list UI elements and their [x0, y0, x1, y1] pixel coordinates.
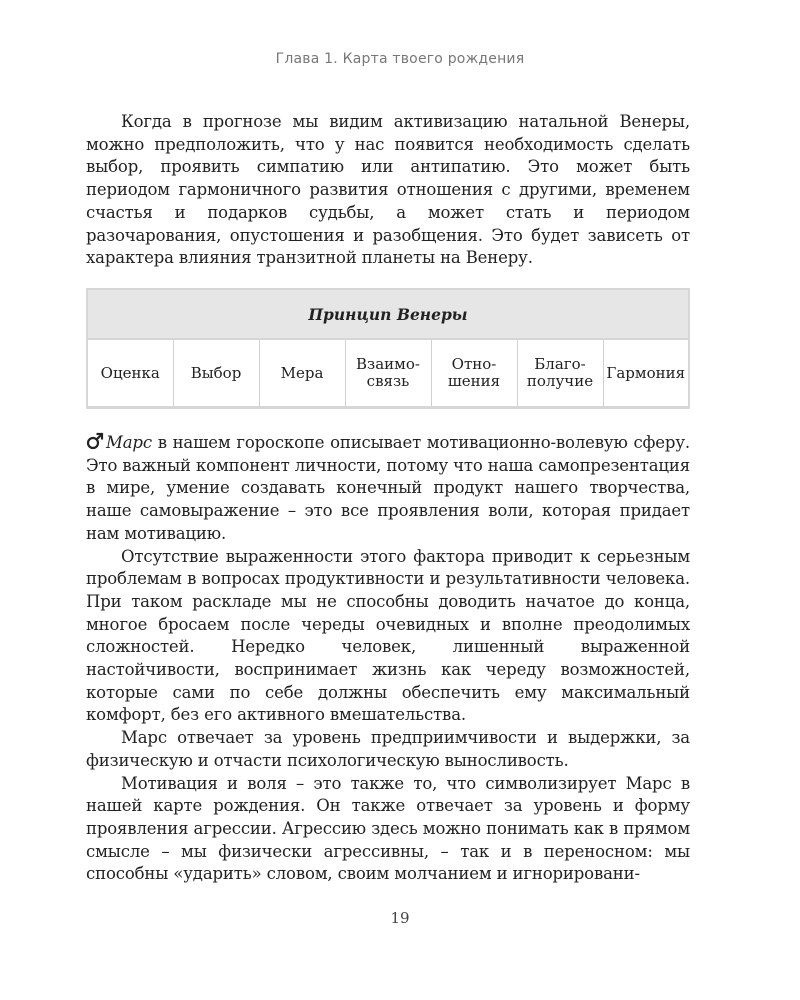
mars-paragraph: Отсутствие выраженности этого фактора приводит к серьезным проблемам в вопросах продуктивности и результативности человека. При таком раскладе мы не способны доводить начатое до конца, многое бросаем после череды очевидных и вполне преодолимых сложностей. Нередко человек, лишенный выраженной настойчивости, воспринимает жизнь как череду возможностей, которые сами по себе должны обеспечить ему максимальный комфорт, без его активного вмешательства.	[86, 546, 690, 725]
mars-symbol-icon	[86, 432, 104, 450]
table-cell: Благо- получие	[517, 339, 603, 408]
venus-table-row	[87, 339, 689, 408]
intro-text-block	[86, 111, 690, 270]
mars-first-paragraph-text: в нашем гороскопе описывает мотивационно-волевую сферу. Это важный компонент личности, потому что наша самопрезентация в мире, умение создавать конечный продукт нашего творчества, наше самовыражение – это все проявления воли, которая придает нам мотивацию.	[86, 433, 690, 543]
mars-lead-word: Марс	[106, 433, 152, 452]
mars-paragraph: Мотивация и воля – это также то, что символизирует Марс в нашей карте рождения. Он также отвечает за уровень и форму проявления агрессии. Агрессию здесь можно понимать как в прямом смысле – мы физически агрессивны, – так и в переносном: мы способны «ударить» словом, своим молчанием и игнорировани-	[86, 773, 690, 884]
venus-table-title: Принцип Венеры	[87, 289, 689, 339]
mars-paragraph: Марс отвечает за уровень предприимчивости и выдержки, за физическую и отчасти психологическую выносливость.	[86, 728, 690, 770]
venus-principle-table	[86, 288, 690, 409]
table-cell: Мера	[259, 339, 345, 408]
mars-first-paragraph	[86, 432, 690, 546]
table-cell: Гармония	[603, 339, 689, 408]
mars-text-block	[86, 432, 690, 886]
table-cell: Отно- шения	[431, 339, 517, 408]
table-cell: Оценка	[87, 339, 173, 408]
intro-paragraph: Когда в прогнозе мы видим активизацию натальной Венеры, можно предположить, что у нас появится необходимость сделать выбор, проявить симпатию или антипатию. Это может быть периодом гармоничного развития отношения с другими, временем счастья и подарков судьбы, а может стать и периодом разочарования, опустошения и разобщения. Это будет зависеть от характера влияния транзитной планеты на Венеру.	[86, 112, 690, 268]
page-number: 19	[390, 909, 410, 927]
table-cell: Выбор	[173, 339, 259, 408]
table-cell: Взаимо- связь	[345, 339, 431, 408]
running-head: Глава 1. Карта твоего рождения	[275, 51, 525, 67]
